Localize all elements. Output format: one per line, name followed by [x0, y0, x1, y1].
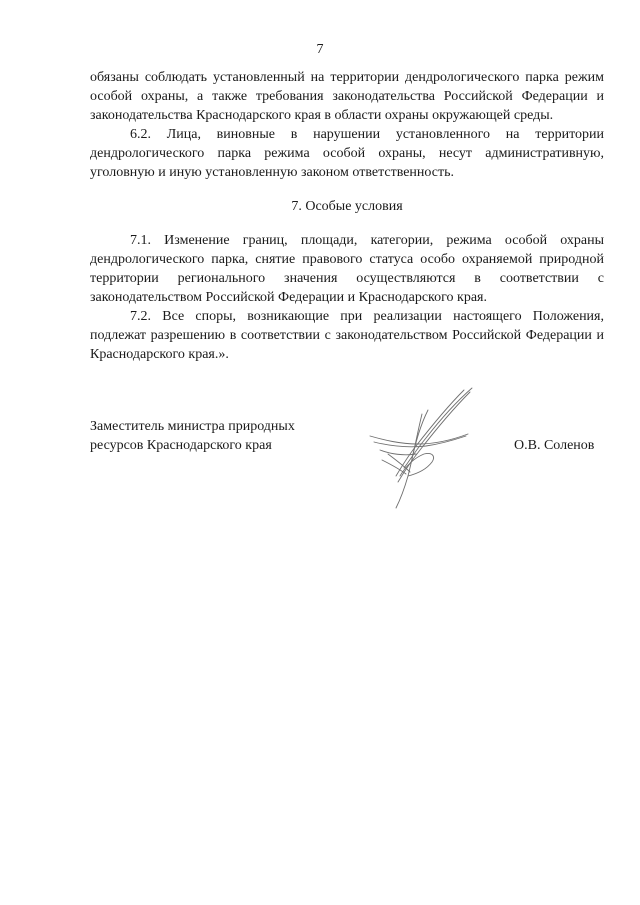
paragraph-6-2: 6.2. Лица, виновные в нарушении установленного на территории дендрологического парка режима особой охраны, несут административную, уголовную и иную установленную законом ответственность. — [90, 127, 604, 180]
paragraph-7-1: 7.1. Изменение границ, площади, категории, режима особой охраны дендрологического парка, снятие правового статуса особо охраняемой природной территории регионального значения осуществляются в соответствии с законодательством Российской Федерации и Краснодарского края. — [90, 233, 604, 305]
section-7-heading: 7. Особые условия — [291, 199, 403, 214]
signer-name: О.В. Соленов — [514, 438, 595, 453]
signer-title-line-1: Заместитель министра природных — [90, 419, 295, 434]
handwritten-signature — [360, 380, 490, 510]
document-body — [90, 68, 604, 364]
paragraph-continuation: обязаны соблюдать установленный на территории дендрологического парка режим особой охраны, а также требования законодательства Российской Федерации и законодательства Краснодарского края в области охраны окружающей среды. — [90, 70, 604, 123]
paragraph-7-2: 7.2. Все споры, возникающие при реализации настоящего Положения, подлежат разрешению в соответствии с законодательством Российской Федерации и Краснодарского края.». — [90, 309, 604, 362]
signer-title-line-2: ресурсов Краснодарского края — [90, 438, 272, 453]
signer-title — [90, 417, 350, 455]
page-number: 7 — [316, 42, 324, 57]
